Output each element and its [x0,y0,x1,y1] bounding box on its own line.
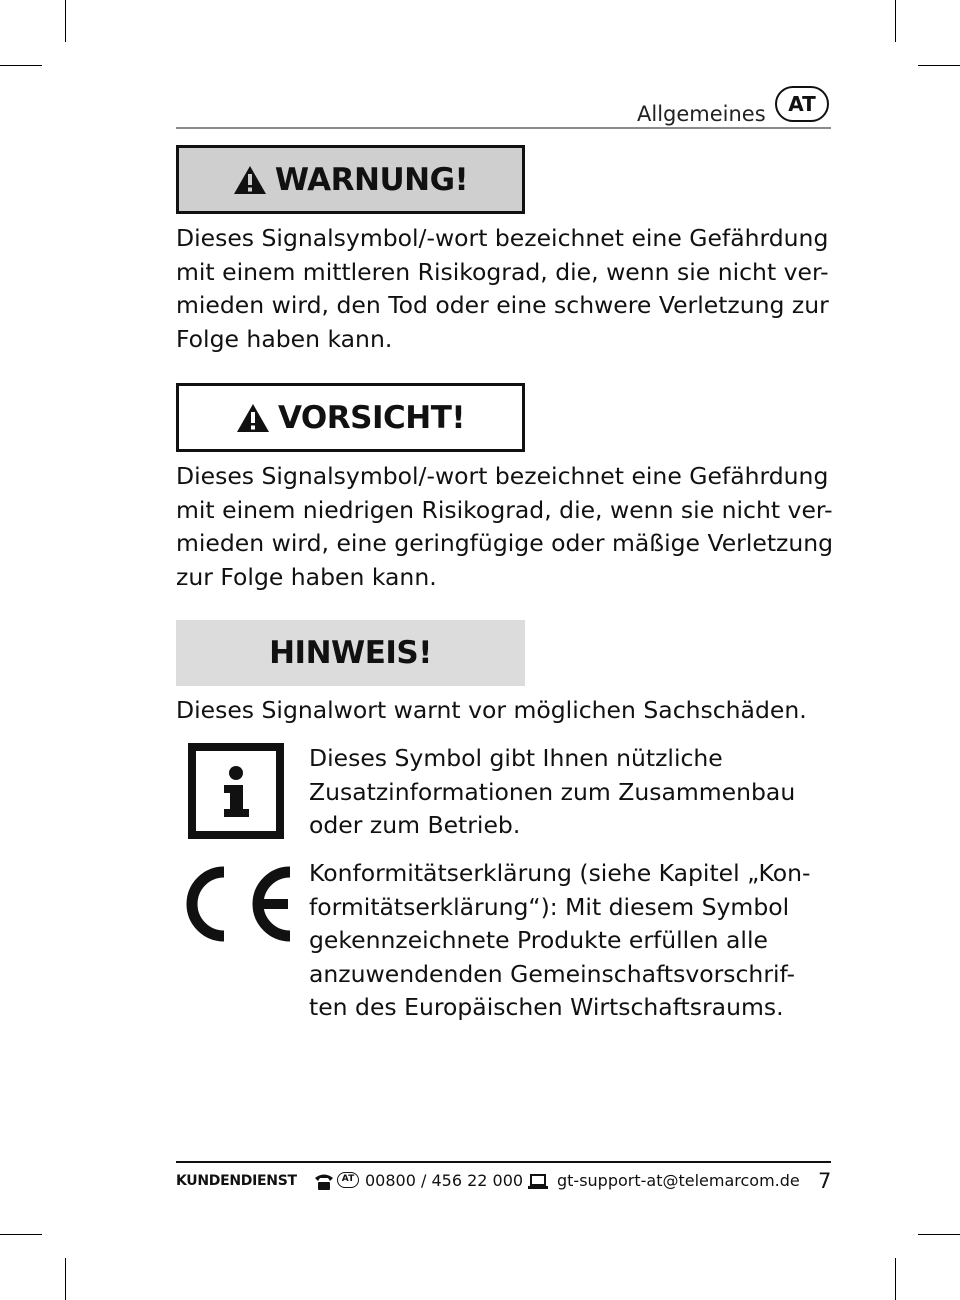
text-line: Dieses Symbol gibt Ihnen nützliche [309,744,723,772]
warnung-description [176,222,836,356]
text-line: ten des Europäischen Wirtschaftsraums. [309,993,784,1021]
crop-mark [918,65,960,66]
text-line: mit einem niedrigen Risikograd, die, wenn sie nicht ver- [176,495,833,524]
text-line: formitätserklärung“): Mit diesem Symbol [309,892,790,921]
vorsicht-box [176,383,525,452]
telephone-icon [313,1169,337,1193]
info-description [309,742,839,843]
warning-triangle-icon [233,165,267,195]
service-label: KUNDENDIENST [176,1173,297,1189]
warning-triangle-icon [236,403,270,433]
text-line: Konformitätserklärung (siehe Kapitel „Kon- [309,859,811,887]
text-line: Folge haben kann. [176,324,393,353]
text-line: anzuwendenden Gemeinschaftsvorschrif- [309,959,795,988]
crop-mark [0,1234,42,1235]
hinweis-box [176,620,525,686]
text-line: Zusatzinformationen zum Zusammenbau [309,777,796,806]
text-line: Dieses Signalsymbol/-wort bezeichnet eine Gefährdung [176,462,829,490]
text-line: mieden wird, eine geringfügige oder mäßige Verletzung [176,529,834,557]
country-badge: AT [775,86,829,122]
crop-mark [65,1258,66,1300]
ce-description [309,857,839,1025]
crop-mark [895,1258,896,1300]
info-icon [188,743,284,839]
text-line: gekennzeichnete Produkte erfüllen alle [309,926,768,954]
text-line: mieden wird, den Tod oder eine schwere Verletzung zur [176,291,829,319]
phone-number[interactable]: 00800 / 456 22 000 [365,1171,524,1190]
text-line: zur Folge haben kann. [176,562,437,591]
ce-mark-icon [178,862,296,946]
warnung-label: WARNUNG! [274,161,469,198]
phone-country-badge: AT [337,1172,359,1188]
text-line: oder zum Betrieb. [309,811,521,839]
hinweis-label: HINWEIS! [269,635,432,671]
text-line: mit einem mittleren Risikograd, die, wenn sie nicht ver- [176,257,829,286]
crop-mark [65,0,66,42]
crop-mark [0,65,42,66]
section-title: Allgemeines [637,102,766,126]
warnung-box [176,145,525,214]
page-number: 7 [818,1169,832,1193]
crop-mark [918,1234,960,1235]
text-line: Dieses Signalsymbol/-wort bezeichnet eine Gefährdung [176,224,829,252]
vorsicht-description [176,460,836,594]
hinweis-description: Dieses Signalwort warnt vor möglichen Sachschäden. [176,696,807,724]
vorsicht-label: VORSICHT! [277,399,465,436]
laptop-icon [527,1169,551,1193]
crop-mark [895,0,896,42]
header-divider [176,127,831,129]
support-email[interactable]: gt-support-at@telemarcom.de [557,1171,800,1190]
footer-divider [176,1161,831,1163]
